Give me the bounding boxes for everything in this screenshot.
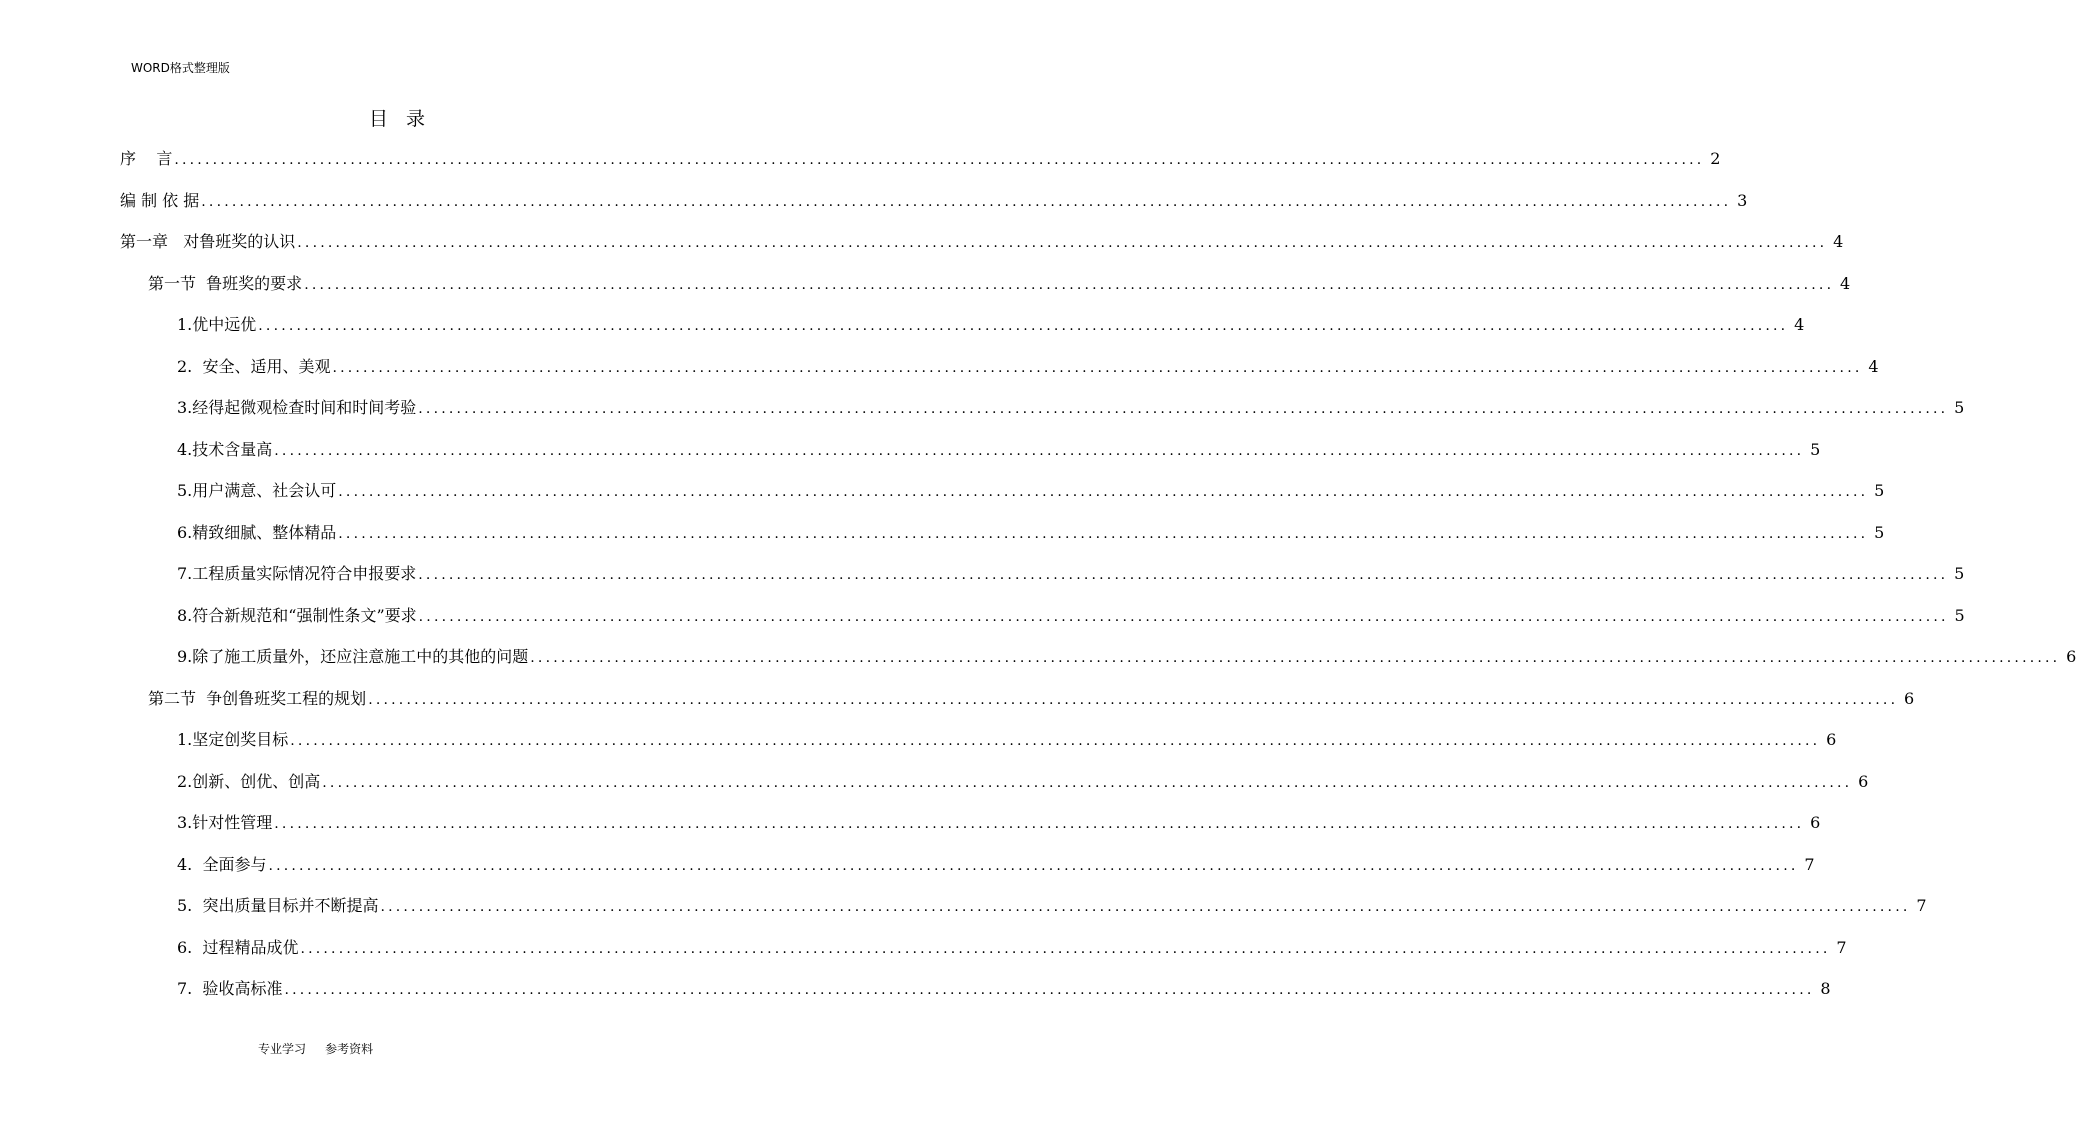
toc-entry[interactable] <box>177 396 1965 420</box>
toc-entry-label: 第二节 争创鲁班奖工程的规划 <box>148 688 367 708</box>
toc-leader-dots: ........................................................................................................................................................................................................ <box>380 899 1911 915</box>
toc-entry-page: 5 <box>1874 522 1885 542</box>
toc-entry-page: 3 <box>1737 190 1748 210</box>
toc-entry-page: 4 <box>1840 273 1851 293</box>
toc-entry-label: 1.坚定创奖目标 <box>177 730 289 749</box>
toc-entry[interactable] <box>120 230 1844 254</box>
toc-entry-label: 3.针对性管理 <box>177 813 273 832</box>
toc-entry-page: 4 <box>1794 315 1805 334</box>
toc-entry-label: 6. 过程精品成优 <box>177 937 299 957</box>
toc-leader-dots: ........................................................................................................................................................................................................ <box>268 857 1799 874</box>
toc-entry-label: 4. 全面参与 <box>177 854 267 874</box>
toc-entry-page: 5 <box>1954 564 1965 583</box>
toc-entry-label: 3.经得起微观检查时间和时间考验 <box>177 398 417 417</box>
toc-entry-label: 9.除了施工质量外，还应注意施工中的其他的问题 <box>177 647 529 666</box>
toc-title-char-1: 目 <box>368 108 388 130</box>
toc-leader-dots: ........................................................................................................................................................................................................ <box>290 733 1821 749</box>
toc-entry-page: 4 <box>1833 232 1844 251</box>
toc-leader-dots: ........................................................................................................................................................................................................ <box>174 152 1705 168</box>
toc-leader-dots: ........................................................................................................................................................................................................ <box>274 816 1805 832</box>
toc-leader-dots: ........................................................................................................................................................................................................ <box>338 484 1869 500</box>
toc-leader-dots: ........................................................................................................................................................................................................ <box>418 608 1949 625</box>
toc-entry-label: 6.精致细腻、整体精品 <box>177 522 337 542</box>
toc-entry-label: 7. 验收高标准 <box>177 979 283 998</box>
toc-entry-page: 6 <box>2066 647 2076 666</box>
toc-leader-dots: ........................................................................................................................................................................................................ <box>304 276 1835 293</box>
toc-entry[interactable] <box>177 977 1831 1001</box>
toc-leader-dots: ........................................................................................................................................................................................................ <box>332 359 1863 376</box>
toc-entry-page: 6 <box>1826 730 1837 749</box>
toc-entry[interactable] <box>177 894 1927 918</box>
toc-entry-page: 6 <box>1904 688 1915 708</box>
toc-entry-page: 5 <box>1810 439 1821 459</box>
toc-entry-page: 2 <box>1710 149 1721 168</box>
toc-leader-dots: ........................................................................................................................................................................................................ <box>322 774 1853 791</box>
toc-entry-label: 7.工程质量实际情况符合申报要求 <box>177 564 417 583</box>
toc-entry[interactable] <box>177 728 1837 752</box>
toc-entry-page: 6 <box>1810 813 1821 832</box>
toc-entry-page: 7 <box>1804 854 1815 874</box>
toc-entry[interactable] <box>177 853 1815 877</box>
toc-entry[interactable] <box>177 936 1847 960</box>
page-header: WORD格式整理版 <box>131 61 230 75</box>
toc-leader-dots: ........................................................................................................................................................................................................ <box>368 691 1899 708</box>
toc-entry-label: 2.创新、创优、创高 <box>177 771 321 791</box>
page-footer: 专业学习 参考资料 <box>258 1042 374 1056</box>
toc-entry-label: 4.技术含量高 <box>177 439 273 459</box>
toc-entry[interactable] <box>120 189 1748 213</box>
toc-entry-page: 5 <box>1954 605 1965 625</box>
toc-leader-dots: ........................................................................................................................................................................................................ <box>300 940 1831 957</box>
toc-entry-page: 4 <box>1868 356 1879 376</box>
toc-entry[interactable] <box>177 438 1821 462</box>
toc-entry-label: 编 制 依 据 <box>120 190 200 210</box>
toc-entry-page: 7 <box>1916 896 1927 915</box>
toc-entry-label: 序 言 <box>120 149 173 168</box>
toc-entry-page: 5 <box>1874 481 1885 500</box>
toc-leader-dots: ........................................................................................................................................................................................................ <box>297 235 1828 251</box>
toc-leader-dots: ........................................................................................................................................................................................................ <box>258 318 1789 334</box>
toc-leader-dots: ........................................................................................................................................................................................................ <box>418 401 1949 417</box>
toc-entry[interactable] <box>177 770 1869 794</box>
toc-entry[interactable] <box>120 147 1721 171</box>
toc-entry-page: 5 <box>1954 398 1965 417</box>
toc-entry[interactable] <box>177 313 1805 337</box>
toc-entry[interactable] <box>177 604 1965 628</box>
toc-entry[interactable] <box>177 479 1885 503</box>
toc-leader-dots: ........................................................................................................................................................................................................ <box>284 982 1815 998</box>
toc-entry-page: 7 <box>1836 937 1847 957</box>
toc-leader-dots: ........................................................................................................................................................................................................ <box>274 442 1805 459</box>
toc-entry-label: 8.符合新规范和“强制性条文”要求 <box>177 605 417 625</box>
toc-title-char-2: 录 <box>406 108 426 130</box>
toc-entry-label: 2. 安全、适用、美观 <box>177 356 331 376</box>
toc-entry[interactable] <box>148 272 1851 296</box>
toc-entry-label: 第一节 鲁班奖的要求 <box>148 273 303 293</box>
toc-entry[interactable] <box>177 811 1821 835</box>
toc-entry-page: 8 <box>1820 979 1831 998</box>
toc-entry[interactable] <box>177 521 1885 545</box>
toc-entry[interactable] <box>177 562 1965 586</box>
toc-leader-dots: ........................................................................................................................................................................................................ <box>201 193 1732 210</box>
toc-entry-page: 6 <box>1858 771 1869 791</box>
toc-leader-dots: ........................................................................................................................................................................................................ <box>338 525 1869 542</box>
toc-leader-dots: ........................................................................................................................................................................................................ <box>418 567 1949 583</box>
toc-entry-label: 1.优中远优 <box>177 315 257 334</box>
toc-entry[interactable] <box>177 355 1879 379</box>
toc-entry-label: 第一章 对鲁班奖的认识 <box>120 232 296 251</box>
toc-entry-label: 5.用户满意、社会认可 <box>177 481 337 500</box>
toc-leader-dots: ........................................................................................................................................................................................................ <box>530 650 2061 666</box>
toc-entry-label: 5. 突出质量目标并不断提高 <box>177 896 379 915</box>
toc-entry[interactable] <box>148 687 1915 711</box>
toc-entry[interactable] <box>177 645 2076 669</box>
